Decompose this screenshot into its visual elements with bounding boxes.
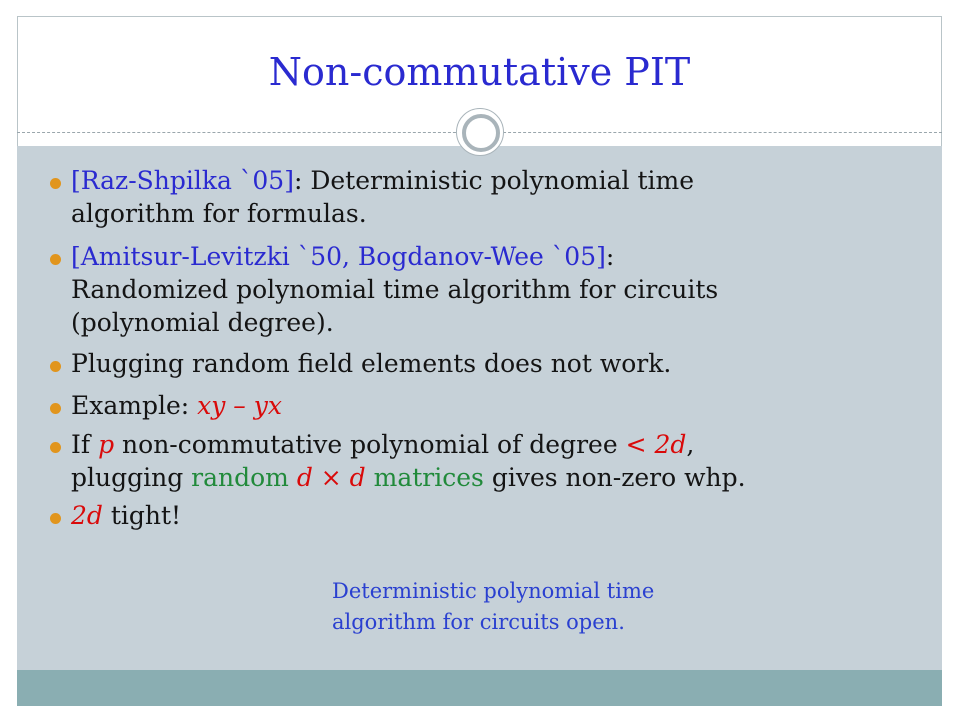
bullet-text: If: [71, 430, 99, 459]
slide-title: Non-commutative PIT: [268, 50, 691, 94]
bullet-plugging-random: [50, 347, 910, 380]
bullet-text: (polynomial degree).: [71, 308, 334, 337]
ring-ornament-icon: [456, 108, 504, 156]
bullet-text: Randomized polynomial time algorithm for circuits: [71, 275, 719, 304]
highlight-matrices: matrices: [365, 463, 484, 492]
math-p: p: [98, 430, 115, 459]
open-problem-note: [332, 576, 654, 638]
math-expression: xy – yx: [197, 391, 282, 420]
bullet-text: non-commutative polynomial of degree: [114, 430, 626, 459]
bullet-text: gives non-zero whp.: [483, 463, 746, 492]
math-dxd: d × d: [296, 463, 366, 492]
bullet-dot-icon: [50, 178, 61, 189]
note-line-1: Deterministic polynomial time: [332, 579, 655, 603]
bullet-text: tight!: [102, 501, 182, 530]
citation-raz-shpilka: [Raz-Shpilka `05]: [71, 166, 294, 195]
math-2d: 2d: [71, 501, 103, 530]
bullet-dot-icon: [50, 442, 61, 453]
bullet-matrices: [50, 428, 910, 494]
bullet-text: : Deterministic polynomial time: [293, 166, 695, 195]
bullet-tight: [50, 499, 910, 532]
bullet-text: ,: [686, 430, 695, 459]
citation-amitsur-levitzki: [Amitsur-Levitzki `50, Bogdanov-Wee `05]: [71, 242, 606, 271]
bullet-list: [50, 164, 910, 532]
footer-bar: [17, 670, 942, 706]
bullet-dot-icon: [50, 254, 61, 265]
bullet-text: Example:: [71, 391, 198, 420]
highlight-random: random: [191, 463, 297, 492]
bullet-text: :: [605, 242, 615, 271]
bullet-amitsur-levitzki: [50, 240, 910, 339]
bullet-dot-icon: [50, 513, 61, 524]
bullet-dot-icon: [50, 403, 61, 414]
bullet-example: [50, 389, 910, 422]
bullet-dot-icon: [50, 361, 61, 372]
math-degree: < 2d: [625, 430, 687, 459]
note-line-2: algorithm for circuits open.: [332, 610, 625, 634]
bullet-text: plugging: [71, 463, 192, 492]
bullet-text: Plugging random field elements does not work.: [71, 349, 672, 378]
bullet-text: algorithm for formulas.: [71, 199, 367, 228]
bullet-raz-shpilka: [50, 164, 910, 230]
